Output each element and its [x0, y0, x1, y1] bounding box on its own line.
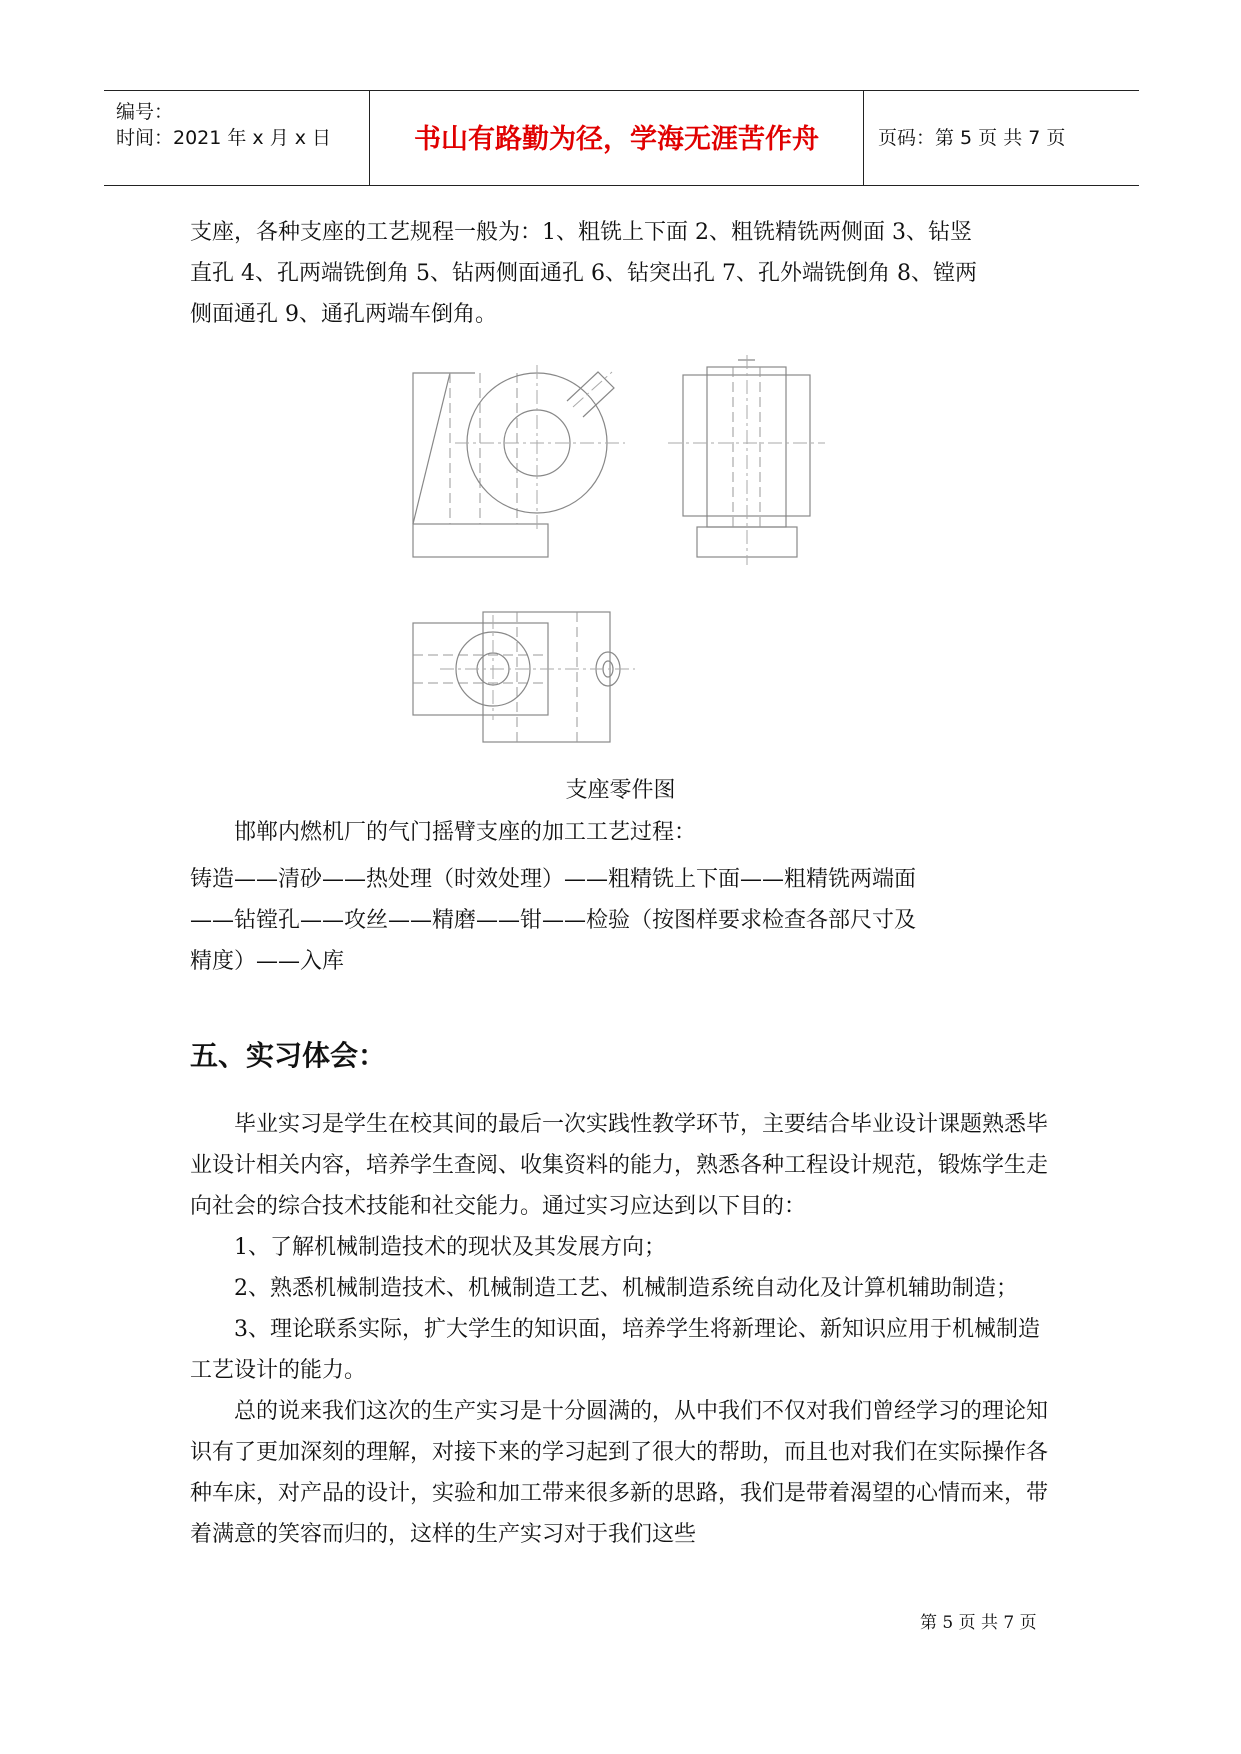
body-text — [190, 1104, 1060, 1555]
process-section — [190, 812, 1060, 982]
body-paragraph: 毕业实习是学生在校其间的最后一次实践性教学环节，主要结合毕业设计课题熟悉毕业设计相关内容，培养学生查阅、收集资料的能力，熟悉各种工程设计规范，锻炼学生走向社会的综合技术技能和社交能力。通过实习应达到以下目的： — [190, 1112, 1049, 1219]
support-part-drawing — [0, 0, 1241, 780]
process-line: ——钻镗孔——攻丝——精磨——钳——检验（按图样要求检查各部尺寸及 — [190, 908, 917, 933]
intro-line: 支座，各种支座的工艺规程一般为：1、粗铣上下面 2、粗铣精铣两侧面 3、钻竖 — [190, 220, 972, 245]
header-motto: 书山有路勤为径，学海无涯苦作舟 — [414, 124, 819, 155]
document-number-label: 编号： — [116, 101, 174, 123]
body-paragraph: 2、熟悉机械制造技术、机械制造工艺、机械制造系统自动化及计算机辅助制造； — [234, 1276, 1018, 1301]
body-paragraph: 1、了解机械制造技术的现状及其发展方向； — [234, 1235, 666, 1260]
figure-caption: 支座零件图 — [565, 778, 676, 803]
header-page-number: 页码：第 5 页 共 7 页 — [878, 127, 1066, 149]
document-time-label: 时间：2021 年 x 月 x 日 — [116, 127, 332, 149]
process-intro: 邯郸内燃机厂的气门摇臂支座的加工工艺过程： — [234, 820, 697, 845]
process-line: 铸造——清砂——热处理（时效处理）——粗精铣上下面——粗精铣两端面 — [190, 867, 917, 892]
side-view — [668, 355, 825, 565]
section-heading: 五、实习体会： — [190, 1039, 387, 1072]
intro-line: 侧面通孔 9、通孔两端车倒角。 — [190, 302, 497, 327]
front-view — [413, 365, 625, 557]
process-line: 精度）——入库 — [190, 949, 345, 974]
page-footer: 第 5 页 共 7 页 — [920, 1613, 1037, 1633]
body-paragraph: 总的说来我们这次的生产实习是十分圆满的，从中我们不仅对我们曾经学习的理论知识有了更加深刻的理解，对接下来的学习起到了很大的帮助，而且也对我们在实际操作各种车床，对产品的设计，实验和加工带来很多新的思路，我们是带着渴望的心情而来，带着满意的笑容而归的，这样的生产实习对于我们这些 — [190, 1399, 1049, 1547]
top-view — [413, 612, 635, 742]
intro-line: 直孔 4、孔两端铣倒角 5、钻两侧面通孔 6、钻突出孔 7、孔外端铣倒角 8、镗两 — [190, 261, 977, 286]
body-paragraph: 3、理论联系实际，扩大学生的知识面，培养学生将新理论、新知识应用于机械制造工艺设计的能力。 — [190, 1317, 1040, 1383]
